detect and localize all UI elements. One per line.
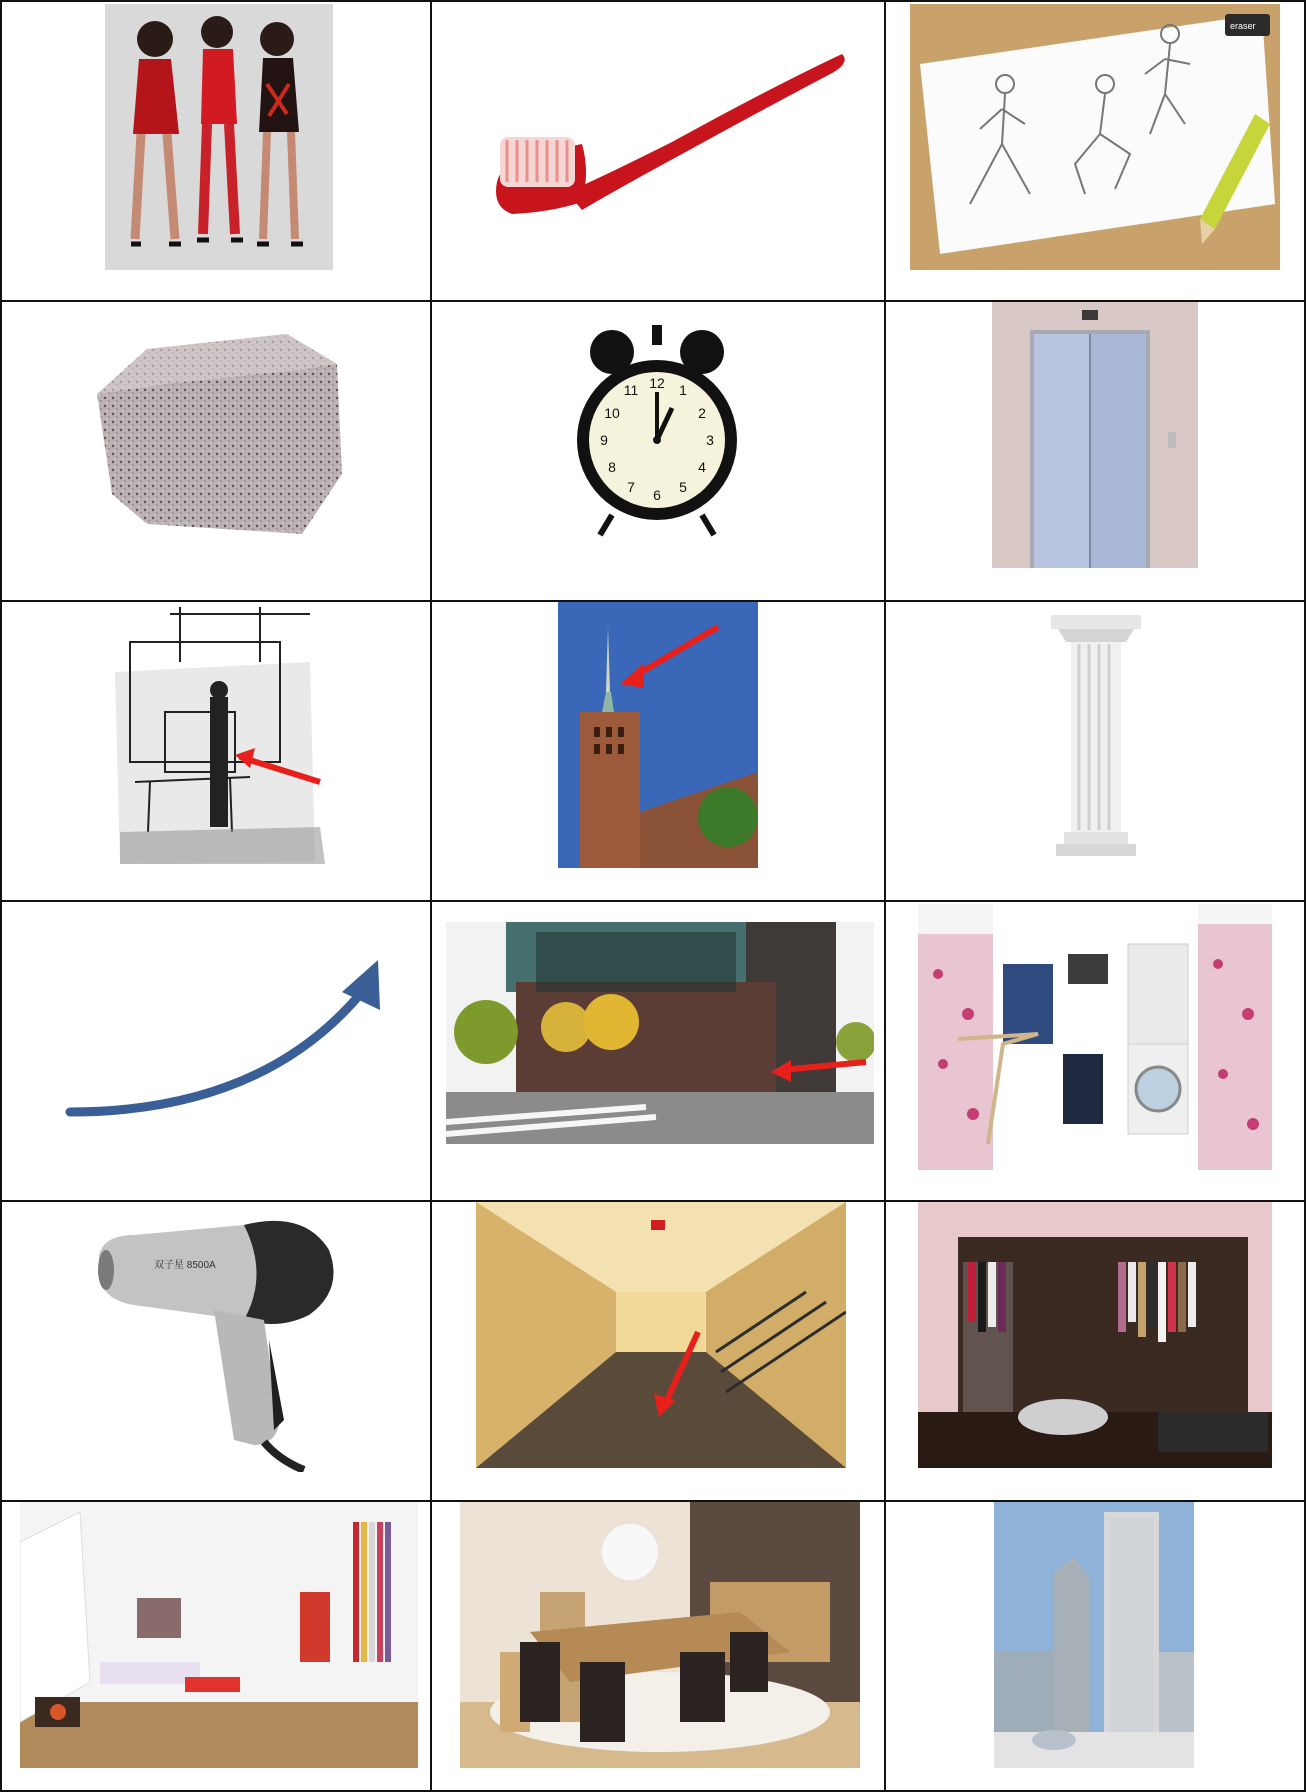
fashion-models-photo xyxy=(105,4,333,270)
grid-hline-3 xyxy=(0,900,1306,902)
grid-vline-left xyxy=(0,0,2,1792)
cell-city-building xyxy=(432,902,884,1200)
dining-room-photo xyxy=(460,1502,860,1768)
cell-church-spire xyxy=(432,602,884,900)
svg-text:9: 9 xyxy=(600,432,608,448)
cell-hotel-corridor xyxy=(432,1202,884,1500)
drafting-studio-engraving-with-arrow xyxy=(110,602,360,868)
cell-hair-dryer xyxy=(2,1202,430,1500)
cell-granite-rock xyxy=(2,302,430,600)
walk-in-closet-photo xyxy=(918,1202,1272,1468)
cell-figure-sketch xyxy=(886,2,1304,300)
laundry-room-photo xyxy=(918,904,1272,1170)
grid-vline-2 xyxy=(884,0,886,1792)
cell-white-column xyxy=(886,602,1304,900)
cell-dining-room xyxy=(432,1502,884,1790)
svg-text:1: 1 xyxy=(679,382,687,398)
cell-walk-in-closet xyxy=(886,1202,1304,1500)
cell-fashion-models xyxy=(2,2,430,300)
cell-white-living-room xyxy=(2,1502,430,1790)
cell-skyscrapers xyxy=(886,1502,1304,1790)
grid-hline-1 xyxy=(0,300,1306,302)
granite-rock-photo xyxy=(87,324,357,544)
cell-drafting-studio xyxy=(2,602,430,900)
grid-hline-2 xyxy=(0,600,1306,602)
cell-curved-arrow xyxy=(2,902,430,1200)
toothbrush-photo xyxy=(472,32,852,232)
city-building-street-with-arrow xyxy=(446,922,874,1144)
church-spire-tower-with-arrow xyxy=(558,602,758,868)
hair-dryer-photo xyxy=(94,1210,354,1472)
eraser-label: eraser xyxy=(1230,21,1256,31)
cell-toothbrush xyxy=(432,2,884,300)
elevator-doors-photo xyxy=(992,302,1198,568)
figure-sketch-drawing-photo xyxy=(910,4,1280,270)
svg-text:6: 6 xyxy=(653,487,661,503)
svg-text:7: 7 xyxy=(627,479,635,495)
dryer-brand-text: 双子星 8500A xyxy=(154,1260,216,1271)
grid-hline-5 xyxy=(0,1500,1306,1502)
svg-text:3: 3 xyxy=(706,432,714,448)
grid-vline-1 xyxy=(430,0,432,1792)
svg-text:8: 8 xyxy=(608,459,616,475)
svg-text:4: 4 xyxy=(698,459,706,475)
hotel-corridor-with-arrow xyxy=(476,1202,846,1468)
svg-text:5: 5 xyxy=(679,479,687,495)
cell-laundry-room xyxy=(886,902,1304,1200)
white-column-pillar-photo xyxy=(1046,610,1146,860)
svg-text:12: 12 xyxy=(649,375,665,391)
svg-text:11: 11 xyxy=(623,382,639,398)
cell-alarm-clock xyxy=(432,302,884,600)
alarm-clock-photo xyxy=(572,320,742,540)
curved-upward-arrow xyxy=(62,952,402,1132)
white-living-room-photo xyxy=(20,1502,418,1768)
svg-text:10: 10 xyxy=(604,405,620,421)
grid-hline-4 xyxy=(0,1200,1306,1202)
grid-hline-top xyxy=(0,0,1306,2)
skyscrapers-cityscape-photo xyxy=(994,1502,1194,1768)
svg-text:2: 2 xyxy=(698,405,706,421)
cell-elevator xyxy=(886,302,1304,600)
